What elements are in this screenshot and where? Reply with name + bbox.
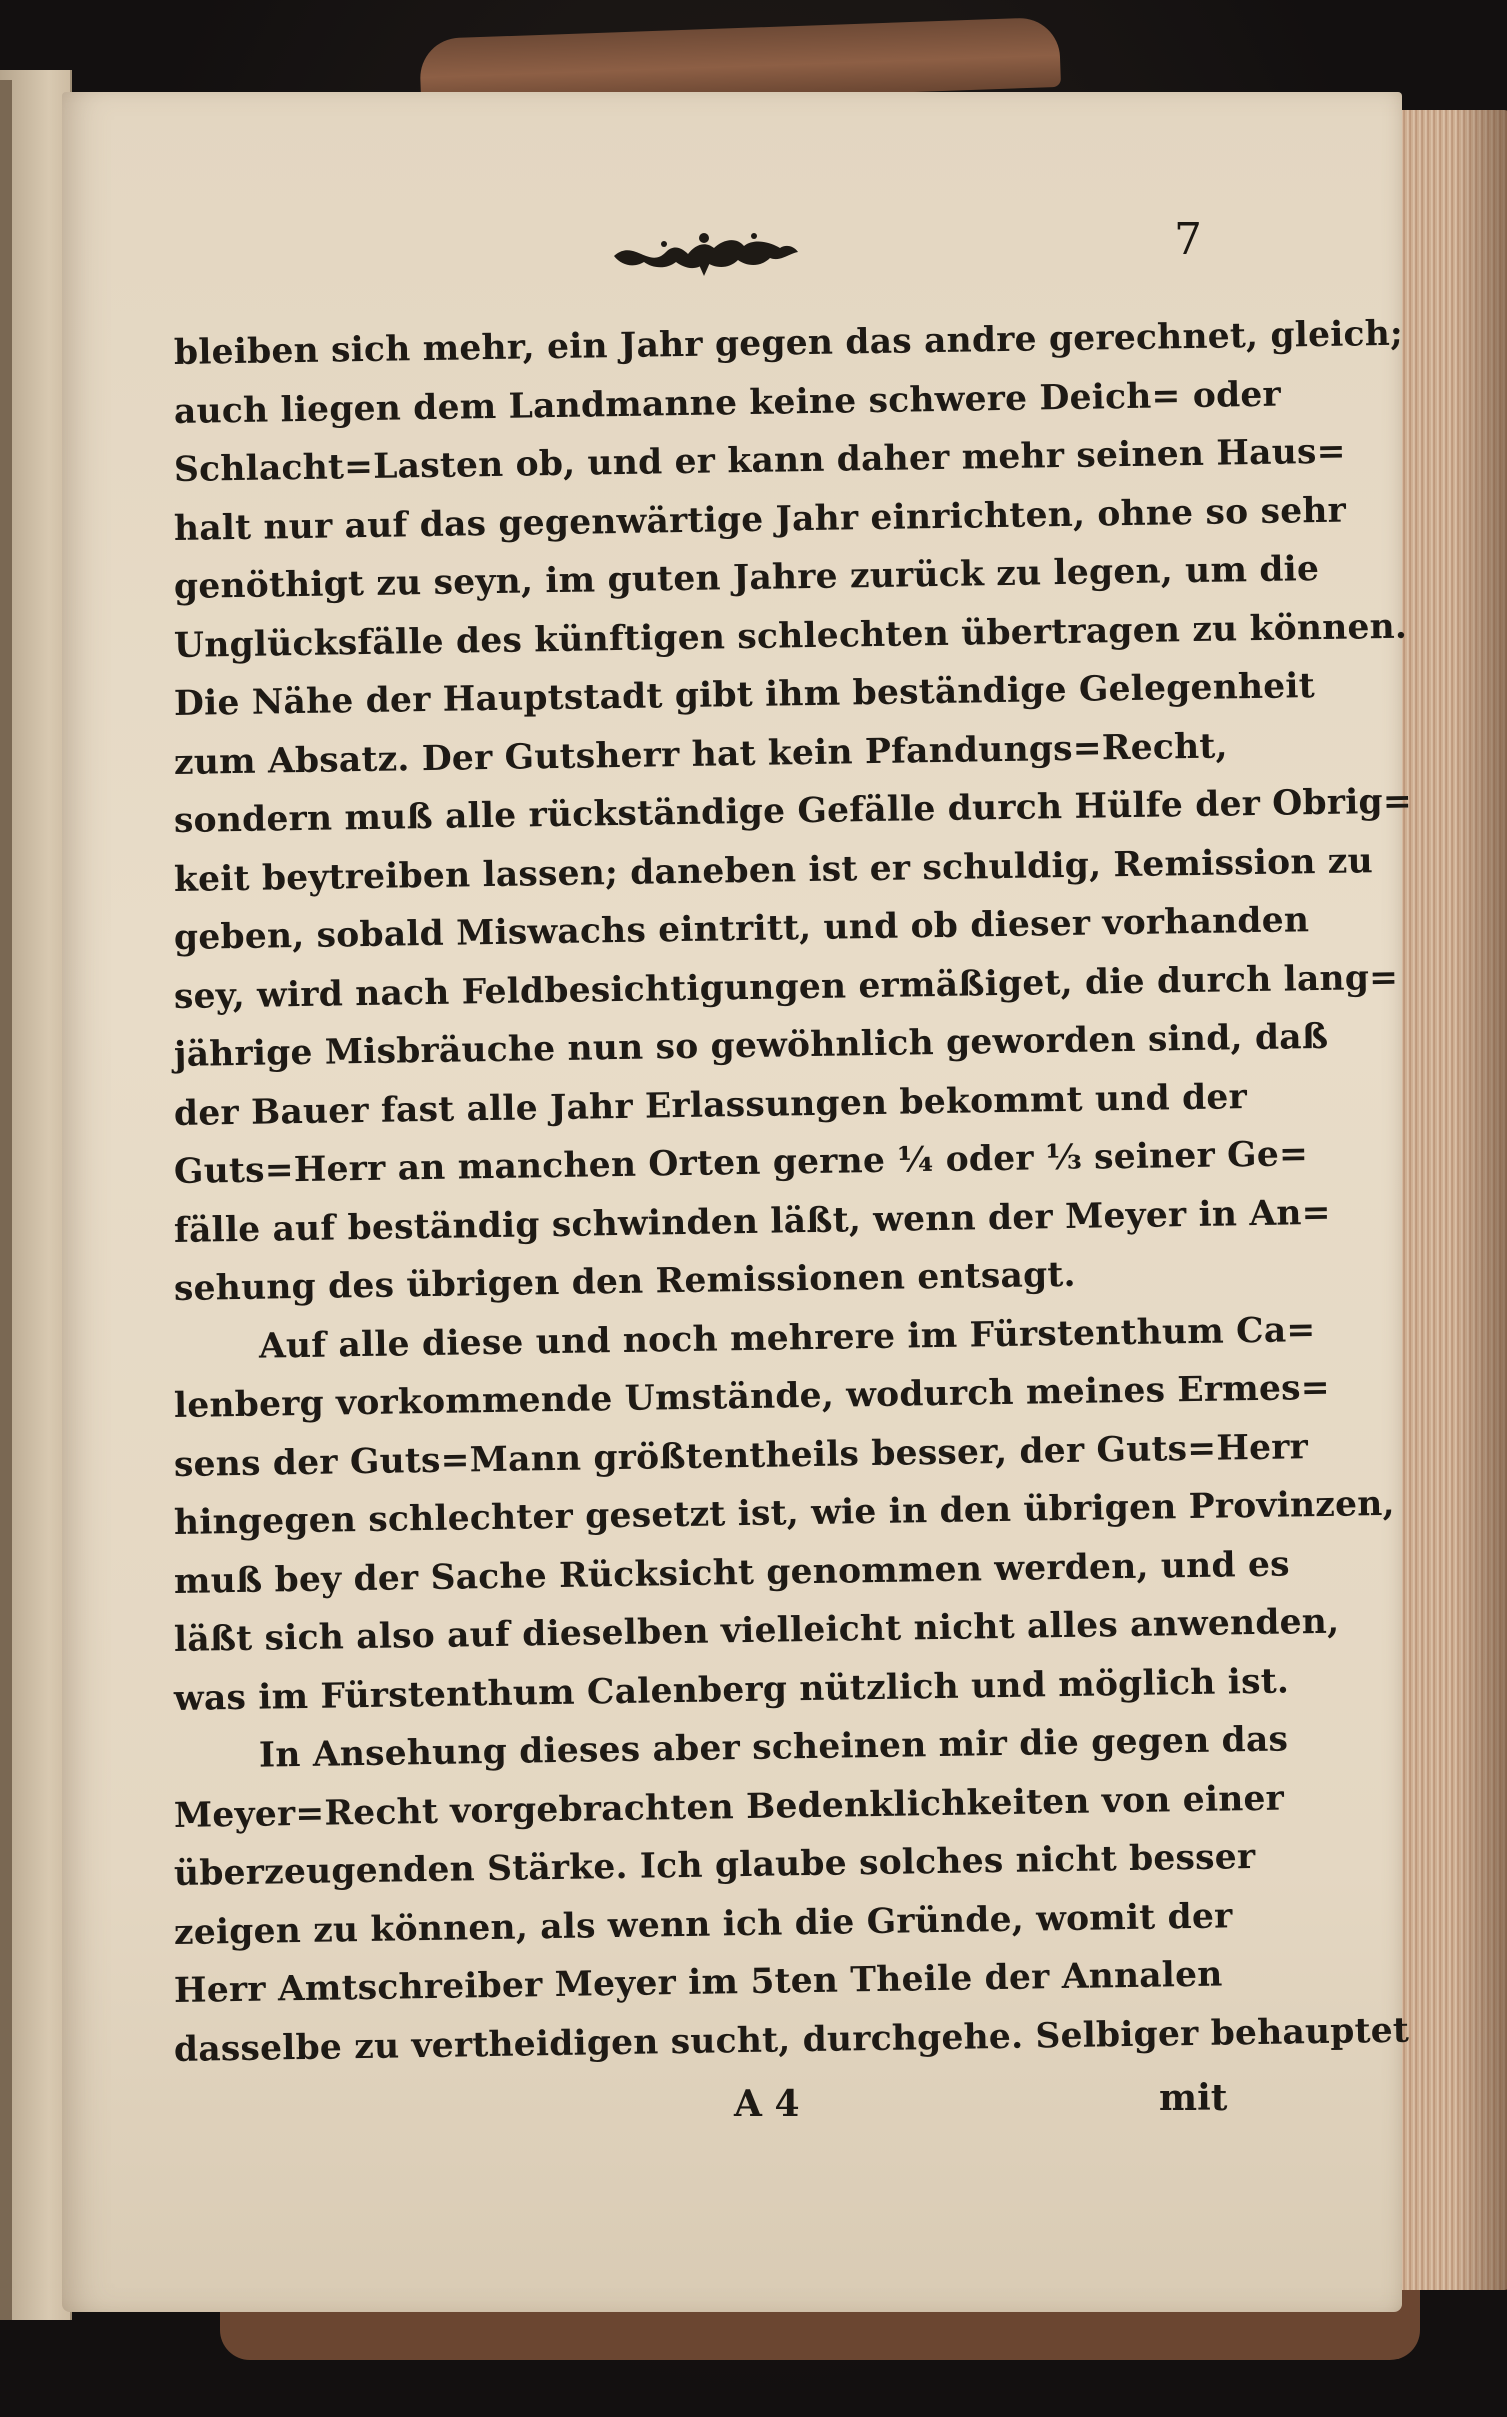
text-line: dasselbe zu vertheidigen sucht, durchgehe. Selbiger behauptet <box>173 2010 1410 2070</box>
text-line: sondern muß alle rückständige Gefälle durch Hülfe der Obrig= <box>173 781 1413 841</box>
text-line: genöthigt zu seyn, im guten Jahre zurück zu legen, um die <box>173 549 1320 607</box>
text-line: keit beytreiben lassen; daneben ist er schuldig, Remission zu <box>173 840 1374 900</box>
text-line: hingegen schlechter gesetzt ist, wie in den übrigen Provinzen, <box>173 1483 1396 1543</box>
text-line: muß bey der Sache Rücksicht genommen werden, und es <box>173 1543 1291 1602</box>
text-line: überzeugenden Stärke. Ich glaube solches nicht besser <box>173 1837 1256 1894</box>
text-line: In Ansehung dieses aber scheinen mir die gegen das <box>258 1719 1289 1776</box>
text-line: zum Absatz. Der Gutsherr hat kein Pfandungs=Recht, <box>173 725 1229 783</box>
text-line: was im Fürstenthum Calenberg nützlich und möglich ist. <box>173 1660 1290 1719</box>
fleuron-ornament-icon <box>604 218 804 288</box>
signature-mark: A 4 <box>734 2083 800 2125</box>
text-line: lenberg vorkommende Umstände, wodurch meines Ermes= <box>173 1367 1331 1426</box>
facing-page-shadow <box>0 80 12 2320</box>
text-line: Unglücksfälle des künftigen schlechten übertragen zu können. <box>173 606 1408 666</box>
text-line: läßt sich also auf dieselben vielleicht nicht alles anwenden, <box>173 1601 1340 1660</box>
text-line: Guts=Herr an manchen Orten gerne ¼ oder ⅓ seiner Ge= <box>173 1134 1309 1192</box>
text-line: der Bauer fast alle Jahr Erlassungen bekommt und der <box>173 1076 1248 1134</box>
page-footer <box>174 2077 1239 2153</box>
text-line: Schlacht=Lasten ob, und er kann daher mehr seinen Haus= <box>173 431 1347 490</box>
text-line: Die Nähe der Hauptstadt gibt ihm beständige Gelegenheit <box>173 666 1316 724</box>
page-header <box>174 212 1239 312</box>
text-line: Auf alle diese und noch mehrere im Fürstenthum Ca= <box>258 1309 1316 1367</box>
text-line: bleiben sich mehr, ein Jahr gegen das andre gerechnet, gleich; <box>173 313 1404 373</box>
body-text <box>173 313 1413 2079</box>
text-line: jährige Misbräuche nun so gewöhnlich geworden sind, daß <box>173 1016 1329 1075</box>
page-stack-shadow <box>1455 110 1507 2290</box>
text-line: sey, wird nach Feldbesichtigungen ermäßiget, die durch lang= <box>173 957 1399 1017</box>
catchword: mit <box>1159 2077 1228 2119</box>
text-line: Meyer=Recht vorgebrachten Bedenklichkeiten von einer <box>173 1778 1285 1836</box>
book-page <box>62 92 1413 2312</box>
text-line: sehung des übrigen den Remissionen entsagt. <box>173 1254 1077 1309</box>
text-line: geben, sobald Miswachs eintritt, und ob dieser vorhanden <box>173 900 1310 958</box>
text-line: fälle auf beständig schwinden läßt, wenn der Meyer in An= <box>173 1192 1332 1251</box>
text-line: auch liegen dem Landmanne keine schwere Deich= oder <box>173 374 1282 432</box>
text-line: sens der Guts=Mann größtentheils besser, der Guts=Herr <box>173 1426 1309 1485</box>
text-line: halt nur auf das gegenwärtige Jahr einrichten, ohne so sehr <box>173 490 1347 549</box>
page-number: 7 <box>1174 214 1202 265</box>
text-line: zeigen zu können, als wenn ich die Gründe, womit der <box>173 1895 1233 1953</box>
text-line: Herr Amtschreiber Meyer im 5ten Theile der Annalen <box>173 1954 1223 2011</box>
page-content <box>173 212 1413 2153</box>
